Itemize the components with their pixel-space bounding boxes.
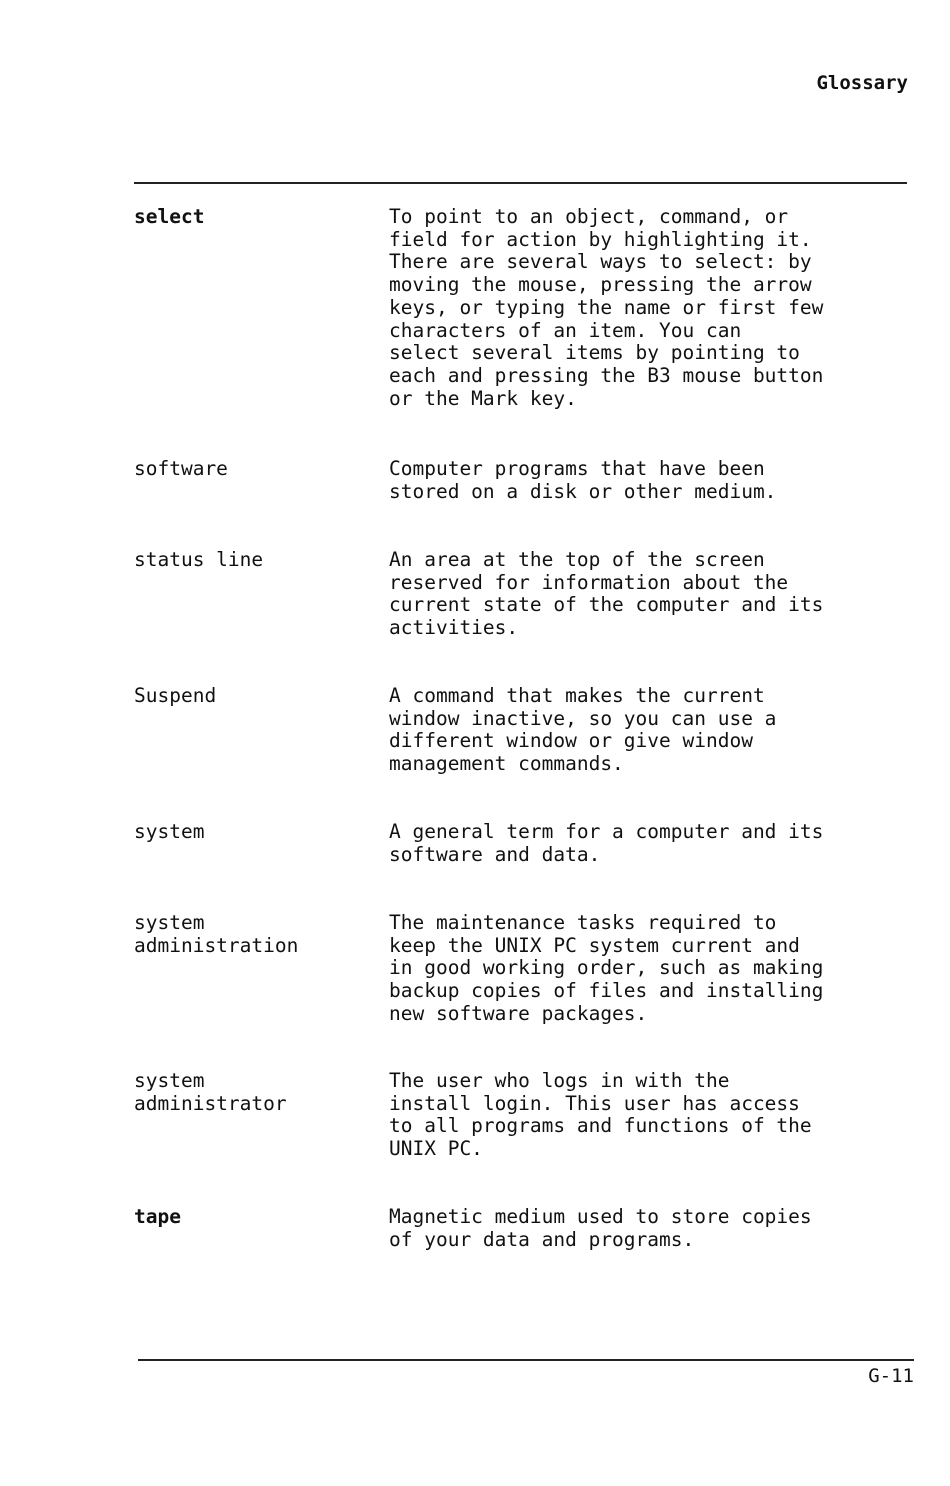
definition-line: backup copies of files and installing	[389, 979, 824, 1003]
definition-line: to all programs and functions of the	[389, 1114, 812, 1138]
definition-line: different window or give window	[389, 729, 753, 753]
glossary-term: Suspend	[134, 684, 217, 707]
glossary-term: select	[134, 205, 205, 228]
definition-line: A command that makes the current	[389, 684, 765, 707]
definition-line: A general term for a computer and its	[389, 820, 824, 843]
definition-line: There are several ways to select: by	[389, 250, 812, 274]
definition-line: Computer programs that have been	[389, 457, 765, 480]
definition-line: stored on a disk or other medium.	[389, 479, 777, 503]
glossary-definition	[389, 549, 919, 640]
definition-line: To point to an object, command, or	[389, 205, 789, 228]
glossary-definition	[389, 1206, 919, 1251]
definition-line: The maintenance tasks required to	[389, 911, 777, 934]
definition-line: new software packages.	[389, 1001, 648, 1025]
glossary-definition	[389, 685, 919, 776]
glossary-definition	[389, 206, 919, 410]
definition-line: field for action by highlighting it.	[389, 227, 812, 251]
top-rule	[134, 182, 907, 184]
definition-line: moving the mouse, pressing the arrow	[389, 273, 812, 297]
definition-line: The user who logs in with the	[389, 1069, 730, 1092]
definition-line: in good working order, such as making	[389, 956, 824, 980]
page-header-title: Glossary	[816, 72, 908, 94]
glossary-term: system administrator	[134, 1069, 287, 1115]
definition-line: reserved for information about the	[389, 570, 789, 594]
definition-line: keys, or typing the name or first few	[389, 295, 824, 319]
definition-line: install login. This user has access	[389, 1091, 800, 1115]
page-number: G-11	[868, 1365, 914, 1387]
definition-line: Magnetic medium used to store copies	[389, 1205, 812, 1228]
definition-line: current state of the computer and its	[389, 593, 824, 617]
definition-line: software and data.	[389, 842, 601, 866]
definition-line: characters of an item. You can	[389, 318, 742, 342]
definition-line: An area at the top of the screen	[389, 548, 765, 571]
definition-line: activities.	[389, 616, 519, 640]
definition-line: management commands.	[389, 752, 624, 776]
glossary-definition	[389, 1070, 919, 1161]
bottom-rule	[138, 1359, 914, 1361]
glossary-term: status line	[134, 548, 264, 571]
glossary-term: tape	[134, 1205, 181, 1228]
definition-line: window inactive, so you can use a	[389, 706, 777, 730]
glossary-definition	[389, 821, 919, 866]
glossary-term: software	[134, 457, 228, 480]
definition-line: each and pressing the B3 mouse button	[389, 363, 824, 387]
definition-line: keep the UNIX PC system current and	[389, 933, 800, 957]
definition-line: or the Mark key.	[389, 386, 577, 410]
definition-line: UNIX PC.	[389, 1137, 483, 1161]
glossary-term: system administration	[134, 911, 299, 957]
definition-line: select several items by pointing to	[389, 341, 800, 365]
glossary-definition	[389, 458, 919, 503]
definition-line: of your data and programs.	[389, 1227, 695, 1251]
glossary-definition	[389, 912, 919, 1026]
glossary-term: system	[134, 820, 205, 843]
